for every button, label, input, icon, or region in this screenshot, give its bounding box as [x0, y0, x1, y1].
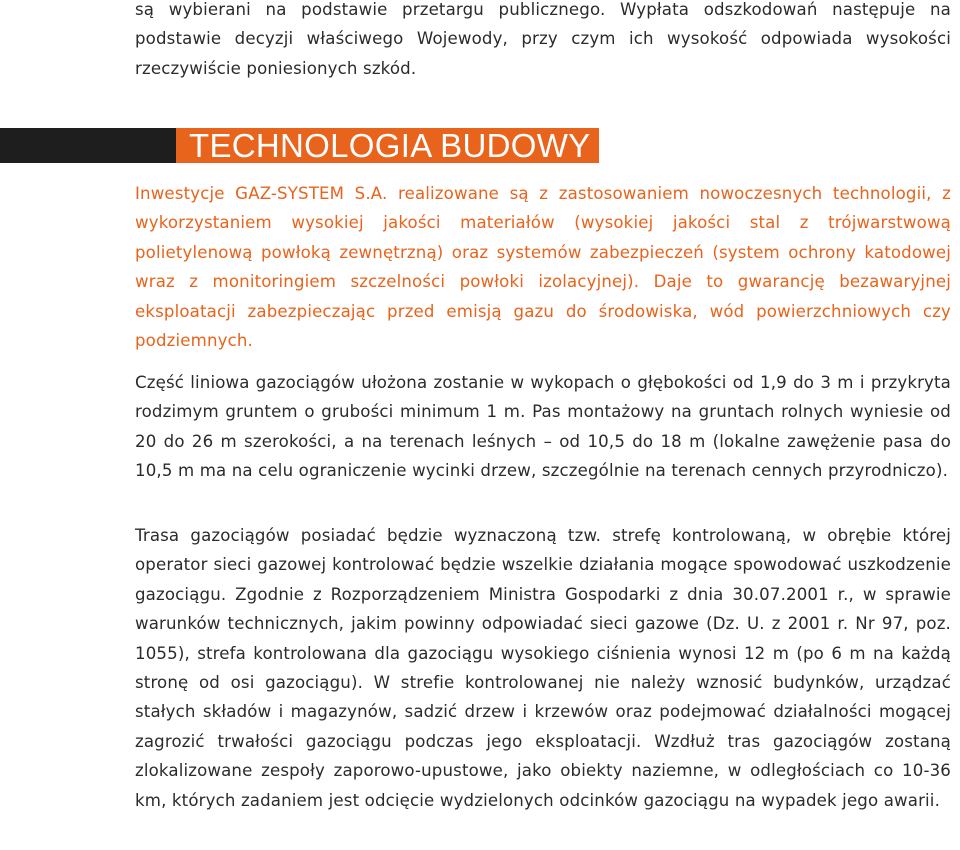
- heading-accent-bar: [0, 128, 176, 163]
- paragraph-technology: [135, 179, 951, 355]
- paragraph-control-zone: Trasa gazociągów posiadać będzie wyznaczoną tzw. strefę kontrolowaną, w obrębie której operator sieci gazowej kontrolować będzie wszelkie działania mogące spowodować uszkodzenie gazociągu. Zgodnie z Rozporządzeniem Ministra Gospodarki z dnia 30.07.2001 r., w sprawie warunków technicznych, jakim powinny odpowiadać sieci gazowe (Dz. U. z 2001 r. Nr 97, poz. 1055), strefa kontrolowana dla gazociągu wysokiego ciśnienia wynosi 12 m (po 6 m na każdą stronę od osi gazociągu). W strefie kontrolowanej nie należy wznosić budynków, urządzać stałych składów i magazynów, sadzić drzew i krzewów oraz podejmować działalności mogącej zagrozić trwałości gazociągu podczas jego eksploatacji. Wzdłuż tras gazociągów zostaną zlokalizowane zespoły zaporowo-upustowe, jako obiekty naziemne, w odległościach co 10-36 km, których zadaniem jest odcięcie wydzielonych odcinków gazociągu na wypadek jego awarii.: [135, 526, 951, 810]
- paragraph-pipeline-depth: Część liniowa gazociągów ułożona zostanie w wykopach o głębokości od 1,9 do 3 m i przykryta rodzimym gruntem o grubości minimum 1 m. Pas montażowy na gruntach rolnych wyniesie od 20 do 26 m szerokości, a na terenach leśnych – od 10,5 do 18 m (lokalne zawężenie pasa do 10,5 m ma na celu ograniczenie wycinki drzew, szczególnie na terenach cennych przyrodniczo).: [135, 373, 951, 481]
- paragraph-technology-part1: Inwestycje GAZ-SYSTEM S.A. realizowane są z zastosowaniem nowoczesnych technologii, z wykorzystaniem wysokiej jakości materiałów (wysokiej jakości stal z trójwarstwową polietylenową powłoką zewnętrzną) oraz systemów zabezpieczeń (system ochrony katodowej wraz z monitoringiem szczelności powłoki izolacyjnej).: [135, 184, 951, 292]
- section-heading: TECHNOLOGIA BUDOWY: [176, 128, 599, 163]
- intro-paragraph: są wybierani na podstawie przetargu publicznego. Wypłata odszkodowań następuje na podstawie decyzji właściwego Wojewody, przy czym ich wysokość odpowiada wysokości rzeczywiście poniesionych szkód.: [135, 0, 951, 78]
- paragraph-technology-part2: Daje to gwarancję bezawaryjnej eksploatacji zabezpieczając przed emisją gazu do środowiska, wód powierzchniowych czy podziemnych.: [135, 272, 951, 351]
